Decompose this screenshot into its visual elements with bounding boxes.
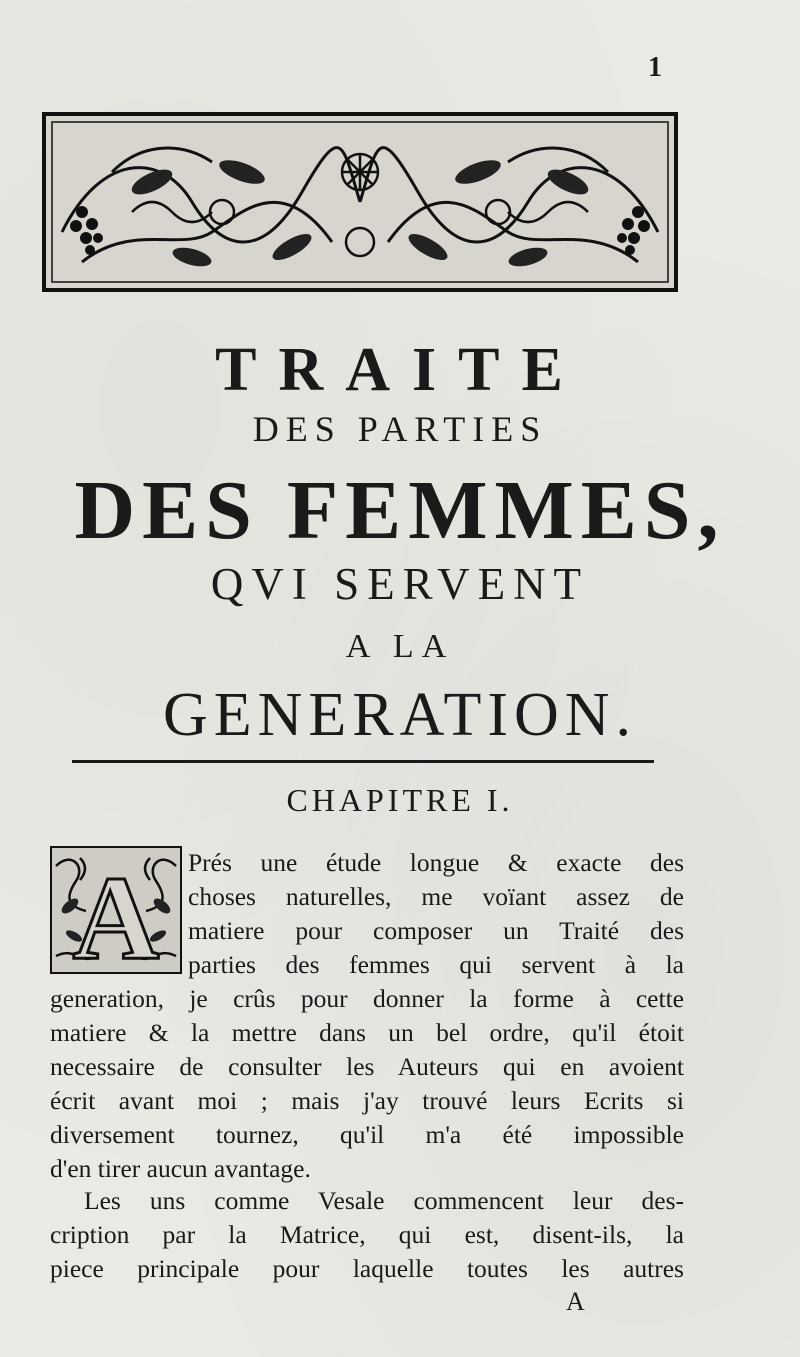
headpiece-ornament — [42, 112, 678, 292]
title-line-des-parties: DES PARTIES — [252, 409, 548, 449]
dropcap-letter: A — [72, 851, 160, 974]
title-line-generation: GENERATION. — [162, 681, 638, 749]
title-line-des-femmes: DES FEMMES, — [74, 464, 726, 557]
chapter-heading: CHAPITRE I. — [286, 782, 514, 818]
title-line-qui-servent: QVI SERVENT — [210, 559, 590, 609]
text-line: parties des femmes qui servent à la — [188, 950, 684, 979]
page-number: 1 — [648, 52, 662, 83]
text-line: matiere pour composer un Traité des — [188, 916, 684, 945]
text-line: choses naturelles, me voïant assez de — [188, 882, 684, 911]
text-line: matiere & la mettre dans un bel ordre, qu'il étoit — [50, 1018, 684, 1047]
text-line: cription par la Matrice, qui est, disent-ils, la — [50, 1220, 684, 1249]
text-line: necessaire de consulter les Auteurs qui en avoient — [50, 1052, 684, 1081]
text-line: Prés une étude longue & exacte des — [188, 848, 684, 877]
catchword-signature: A — [566, 1287, 585, 1316]
text-line: Les uns comme Vesale commencent leur des- — [84, 1186, 684, 1215]
horizontal-rule — [72, 760, 654, 763]
title-line-a-la: A LA — [345, 628, 455, 665]
title-line-traite: TRAITE — [215, 336, 585, 404]
text-line: d'en tirer aucun avantage. — [50, 1154, 311, 1183]
text-line: diversement tournez, qu'il m'a été impossible — [50, 1120, 684, 1149]
decorated-initial — [50, 846, 182, 974]
text-line: piece principale pour laquelle toutes les autres — [50, 1254, 684, 1283]
text-line: écrit avant moi ; mais j'ay trouvé leurs Ecrits si — [50, 1086, 684, 1115]
text-line: generation, je crûs pour donner la forme à cette — [50, 984, 684, 1013]
